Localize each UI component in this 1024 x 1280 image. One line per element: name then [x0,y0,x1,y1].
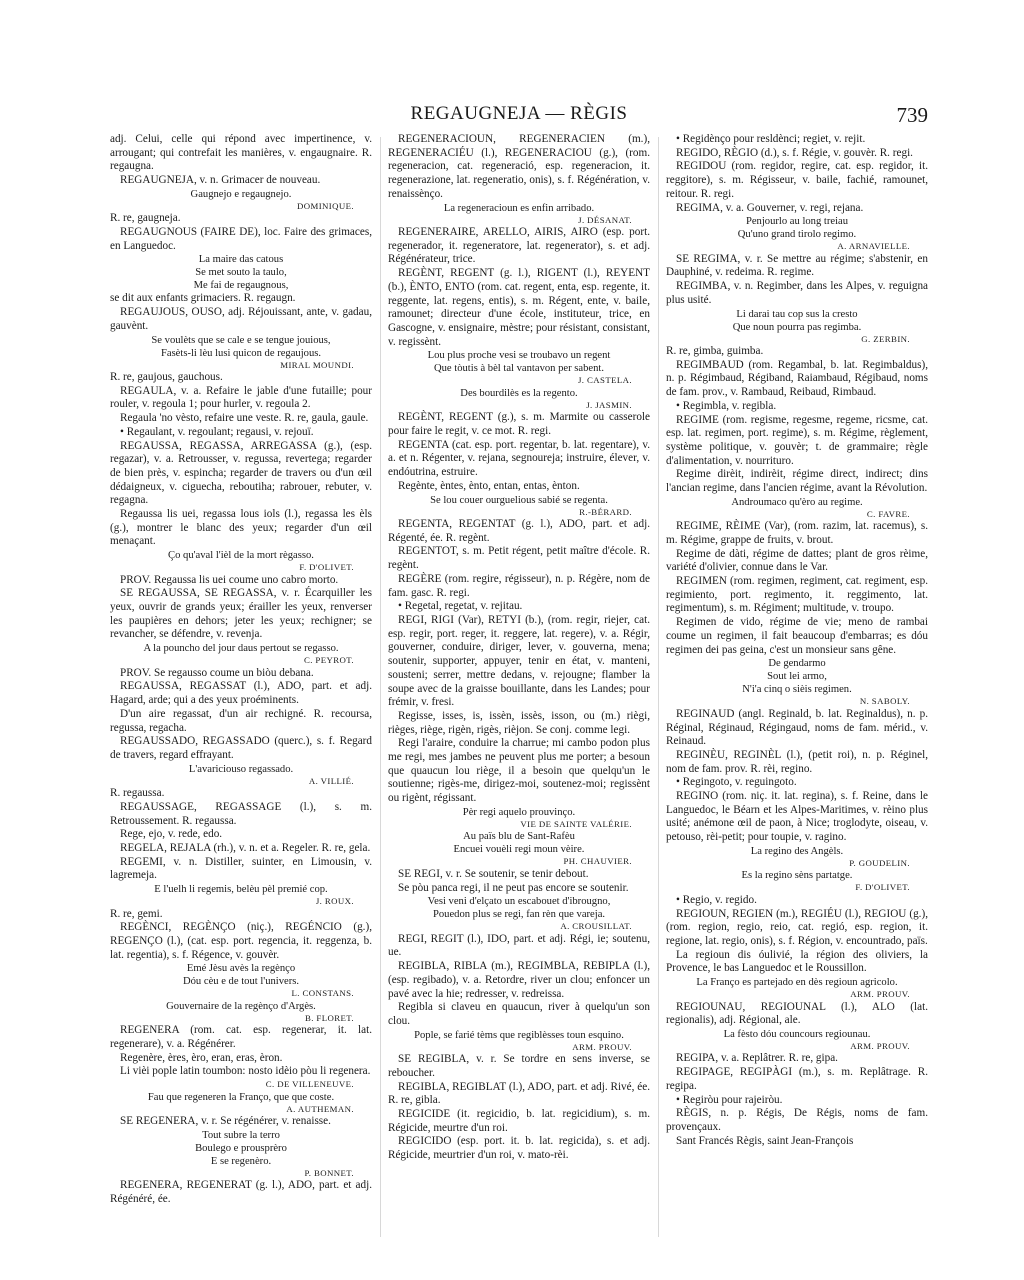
dictionary-entry: REGELA, REJALA (rh.), v. n. et a. Regeler. R. re, gela. [120,841,371,854]
dictionary-entry: • Regaulant, v. regoulant; regausi, v. rejouï. [120,425,314,438]
quotation-line: Pouedon plus se regi, fan rèn que vareja. [432,909,606,921]
source-attribution: ARM. PROUV. [850,989,910,1000]
dictionary-entry: REGENTA (cat. esp. port. regentar, b. lat. regentare), v. a. et n. Régenter, v. rejana, segnoureja; instruire, élever, v. endóutrina, estruire. [388,438,650,479]
quotation-line: La regeneracioun es enfin arribado. [443,202,595,214]
dictionary-entry: REGIOUNAU, REGIOUNAL (l.), ALO (lat. regionalis), adj. Régional, ale. [666,1000,928,1027]
text-columns [110,133,928,1243]
dictionary-entry: Sant Francés Règis, saint Jean-François [676,1134,854,1147]
dictionary-entry: REGÈNT, REGENT (g.), s. m. Marmite ou casserole pour faire le regit, v. ce mot. R. regi. [388,411,650,438]
column-right [666,133,928,1243]
dictionary-entry: R. re, gaujous, gauchous. [110,371,223,384]
dictionary-entry: Regibla si claveu en quaucun, river à quelqu'un son clou. [388,1001,650,1027]
source-attribution: A. ARNAVIELLE. [837,241,910,252]
dictionary-entry: Li vièi pople latin toumbon: nosto idèio pòu li regenera. [120,1065,371,1078]
quotation-line: Gaugnejo e regaugnejo. [190,188,292,200]
quotation-line: Fau que regeneren la Franço, que que coste. [147,1091,335,1103]
dictionary-entry: REGIPA, v. a. Replâtrer. R. re, gipa. [676,1052,838,1065]
dictionary-entry: SE REGAUSSA, SE REGASSA, v. r. Écarquiller les yeux, ouvrir de grands yeux; érailler les yeux, renverser les paupières en dehors; jeter les yeux; rechigner; se revancher, se défendre, v. revenja. [110,587,372,641]
dictionary-entry: REGIOUN, REGIEN (m.), REGIÉU (l.), REGIOU (g.), (rom. region, regio, reio, cat. regió, esp. region, it. regione, lat. regio, onis), s. f. Région, v. encountrado, païs. [666,907,928,947]
page-title: REGAUGNEJA — RÈGIS [410,103,628,124]
dictionary-entry: Regi l'araire, conduire la charrue; mi cambo podon plus me regi, mes jambes ne peuvent plus me porter; a besoun que quaucun lou riège, il a besoin que quelqu'un le soutienne; rigès-me, dirigez-moi, soutenez-moi; regissènt ou rigènt, régissant. [388,737,650,805]
dictionary-entry: Regaussa lis uei, regassa lous iols (l.), regassa les èls (g.), montrer le blanc des yeux; regarder d'un œil menaçant. [110,508,372,548]
column-left [110,133,372,1243]
quotation-line: Ço qu'aval l'ièl de la mort règasso. [168,550,314,562]
dictionary-entry: REGÈRE (rom. regire, régisseur), n. p. Régère, nom de fam. gasc. R. regi. [388,572,650,599]
dictionary-entry: • Regidènço pour resldènci; regiet, v. rejit. [676,133,866,145]
quotation-line: Se met souto la taulo, [195,267,287,279]
dictionary-entry: REGIMBAUD (rom. Regambal, b. lat. Regimbaldus), n. p. Régimbaud, Régiband, Raiambaud, Régibaud, noms de fam. prov., v. Rambaud, Reibaud, Rimbaud. [666,358,928,399]
source-attribution: B. FLORET. [304,1012,354,1023]
page-number: 739 [896,103,928,127]
source-attribution: VIE DE SAINTE VALÉRIE. [520,818,632,829]
quotation-line: Fasèts-li lèu lusi quicon de regaujous. [160,347,322,359]
column-divider [658,137,659,1237]
dictionary-entry: REGIPAGE, REGIPÀGI (m.), s. m. Replâtrage. R. regipa. [666,1066,928,1092]
dictionary-entry: • Regetal, regetat, v. rejitau. [398,600,523,613]
dictionary-entry: Regènte, èntes, ènto, entan, entas, ènton. [398,479,580,492]
source-attribution: MIRAL MOUNDI. [280,359,354,370]
source-attribution: P. GOUDELIN. [849,857,910,868]
source-attribution: P. BONNET. [304,1167,354,1178]
source-attribution: DOMINIQUE. [296,200,354,211]
dictionary-entry: REGIMBA, v. n. Regimber, dans les Alpes, v. reguigna plus usité. [666,280,928,306]
quotation-line: Dóu cèu e de tout l'univers. [182,976,300,988]
dictionary-entry: Regime de dàti, régime de dattes; plant de gros rèime, variété d'olivier, connue dans le Var. [666,547,928,574]
dictionary-entry: REGI, RIGI (Var), RETYI (b.), (rom. regir, riejer, cat. esp. regir, port. reger, it. reggere, lat. regere), v. a. Régir, gouverner, conduire, diriger, lever, v. gouverna, mena; soutenir, supporter, appuyer, tenir en état, v. manteni, sousteni; serrer, mettre dedans, v. rejougne; flamber la soupe avec de la graisse bouillante, dans les Landes; pour frémir, v. fresi. [388,613,650,709]
column-middle [388,133,650,1243]
dictionary-entry: REGAUSSA, REGASSA, ARREGASSA (g.), (esp. regazar), v. a. Retrousser, v. regussa, revertega; regarder de bien près, v. espincha; regarder de travers ou d'un œil dédaigneux, v. ciguecha, reboutiha; rabrouer, rebuter, v. regagna. [110,439,372,507]
quotation-line: De gendarmo [768,658,826,670]
source-attribution: J. CASTELA. [577,375,632,386]
column-divider [380,137,381,1237]
quotation-line: Se lou couer ourguelious sabié se regenta. [430,494,608,506]
dictionary-entry: REGAUGNOUS (FAIRE DE), loc. Faire des grimaces, en Languedoc. [110,226,372,252]
dictionary-entry: REGAUGNEJA, v. n. Grimacer de nouveau. [120,174,321,187]
quotation-line: Que tòutis à bèl tal vantavon per sabent. [433,363,605,375]
dictionary-entry: REGENERAIRE, ARELLO, AIRIS, AIRO (esp. port. regenerador, it. regeneratore, lat. regenerator), s. et adj. Régénérateur, trice. [388,226,650,266]
source-attribution: PH. CHAUVIER. [563,856,632,867]
source-attribution: C. PEYROT. [303,655,354,666]
dictionary-entry: REGAULA, v. a. Refaire le jable d'une futaille; pour rouler, v. regoula 1; pour hurler, v. regoula 2. [110,384,372,411]
quotation-line: E se regenèro. [210,1155,272,1167]
source-attribution: C. DE VILLENEUVE. [265,1079,354,1090]
dictionary-entry: REGAUSSADO, REGASSADO (querc.), s. f. Regard de travers, regard effrayant. [110,735,372,761]
source-attribution: A. VILLIÉ. [308,775,354,786]
quotation-line: Pèr regi aquelo prouvinço. [462,806,576,818]
dictionary-entry: REGIMA, v. a. Gouverner, v. regi, rejana. [676,201,864,214]
quotation-line: Au païs blu de Sant-Rafèu [463,831,575,843]
dictionary-entry: SE REGIMA, v. r. Se mettre au régime; s'abstenir, en Dauphiné, v. redeima. R. regime. [666,252,928,279]
quotation-line: La fèsto dóu councours regiounau. [723,1028,871,1040]
dictionary-entry: SE REGENERA, v. r. Se régénérer, v. renaisse. [120,1115,331,1128]
source-attribution: F. D'OLIVET. [299,562,354,573]
dictionary-entry: REGICIDE (it. regicidio, b. lat. regicidium), s. m. Régicide, meurtre d'un roi. [388,1107,650,1134]
source-attribution: R.-BÉRARD. [579,506,632,517]
dictionary-entry: REGINÈU, REGINÈL (l.), (petit roi), n. p. Réginel, nom de fam. prov. R. rèi, regino. [666,748,928,775]
dictionary-entry: se dit aux enfants grimaciers. R. regaugn. [110,292,296,305]
dictionary-entry: REGEMI, v. n. Distiller, suinter, en Limousin, v. lagremeja. [110,855,372,882]
source-attribution: G. ZERBIN. [861,333,910,344]
dictionary-entry: D'un aire regassat, d'un air rechigné. R. recoursa, regussa, regacha. [110,707,372,734]
dictionary-entry: PROV. Se regausso coume un biòu debana. [120,666,314,679]
dictionary-entry: SE REGI, v. r. Se soutenir, se tenir debout. [398,867,589,880]
dictionary-entry: Regaula 'no vèsto, refaire une veste. R. re, gaula, gaule. [120,412,369,425]
dictionary-entry: Se pòu panca regi, il ne peut pas encore se soutenir. [398,881,629,894]
source-attribution: ARM. PROUV. [850,1040,910,1051]
dictionary-entry: adj. Celui, celle qui répond avec impertinence, v. arrougant; qui contrefait les manières, v. engaugnaire. R. regaugna. [110,133,372,173]
dictionary-entry: REGENERACIOUN, REGENERACIEN (m.), REGENERACIÉU (l.), REGENERACIOU (g.), (rom. regeneracion, cat. regeneració, esp. regeneracion, it. regenerazione, lat. regeneratio, onis), s. f. Régénération, v. renaissènço. [388,133,650,200]
source-attribution: J. ROUX. [315,896,354,907]
dictionary-entry: REGIMEN (rom. regimen, regiment, cat. regiment, esp. regimiento, port. regimento, it. reggimento, lat. regimentum), s. m. Régiment; multitude, v. troupo. [666,575,928,615]
dictionary-entry: Regimen de vido, régime de vie; meno de rambai coume un regimen, il fait beaucoup d'embarras; es dóu regimen dei pas geina, c'est un monsieur sans gêne. [666,616,928,656]
quotation-line: Encuei vouèli regi moun vèire. [453,844,585,856]
dictionary-entry: REGENTOT, s. m. Petit régent, petit maître d'école. R. regènt. [388,545,650,572]
quotation-line: Li darai tau cop sus la cresto [736,308,858,320]
dictionary-entry: • Regimbla, v. regibla. [676,399,777,412]
quotation-line: La regino des Angèls. [750,845,844,857]
quotation-line: Pople, se farié tèms que regiblèsses toun esquino. [414,1029,624,1041]
dictionary-entry: Regime dirèit, indirèit, régime direct, indirect; dins l'ancian regime, dans l'ancien régime, avant la Révolution. [666,468,928,495]
quotation-line: Se voulèts que se cale e se tengue jouious, [151,334,331,346]
dictionary-entry: PROV. Regaussa lis uei coume uno cabro morto. [120,573,339,586]
quotation-line: Me fai de regaugnous, [193,280,289,292]
dictionary-entry: R. regaussa. [110,787,165,800]
dictionary-entry: REGIME, RÈIME (Var), (rom. razim, lat. racemus), s. m. Régime, grappe de fruits, v. brout. [666,520,928,546]
source-attribution: F. D'OLIVET. [855,882,910,893]
dictionary-entry: R. re, gaugneja. [110,212,181,225]
dictionary-entry: Rege, ejo, v. rede, edo. [120,828,223,841]
quotation-line: Androumaco qu'èro au regime. [731,496,863,508]
quotation-line: Lou plus proche vesi se troubavo un regent [427,350,611,362]
quotation-line: Tout subre la terro [202,1129,280,1141]
running-head [110,103,928,133]
dictionary-entry: • Regingoto, v. reguingoto. [676,776,797,789]
dictionary-entry: • Regio, v. regido. [676,893,757,906]
dictionary-entry: REGENERA (rom. cat. esp. regenerar, it. lat. regenerare), v. a. Régénérer. [110,1024,372,1051]
quotation-line: Sout lei armo, [767,671,827,683]
dictionary-entry: SE REGIBLA, v. r. Se tordre en sens inverse, se reboucher. [388,1053,650,1079]
dictionary-entry: REGIME (rom. regisme, regesme, regeme, ricsme, cat. esp. lat. regimen, port. regime), s. m. Régime, règlement, système politique, v. gouvèr; t. de grammaire; règle d'alimentation, v. nourrituro. [666,413,928,467]
dictionary-entry: REGAUSSA, REGASSAT (l.), ADO, part. et adj. Hagard, arde; qui a des yeux proéminents. [110,680,372,707]
quotation-line: N'i'a cinq o sièis regimen. [742,684,852,696]
source-attribution: J. DÉSANAT. [578,214,632,225]
source-attribution: ARM. PROUV. [572,1041,632,1052]
dictionary-entry: REGAUSSAGE, REGASSAGE (l.), s. m. Retroussement. R. regaussa. [110,800,372,827]
dictionary-entry: REGIDO, RÈGIO (d.), s. f. Régie, v. gouvèr. R. regi. [676,146,913,159]
dictionary-entry: REGENERA, REGENERAT (g. l.), ADO, part. et adj. Régénéré, ée. [110,1179,372,1206]
source-attribution: A. CROUSILLAT. [560,921,632,932]
dictionary-entry: REGAUJOUS, OUSO, adj. Réjouissant, ante, v. gadau, gauvènt. [110,306,372,332]
quotation-line: La maire das catous [198,254,284,266]
dictionary-entry: • Regiròu pour rajeiròu. [676,1093,783,1106]
dictionary-entry: RÈGIS, n. p. Régis, De Régis, noms de fam. provençaux. [666,1107,928,1133]
dictionary-entry: REGÈNT, REGENT (g. l.), RIGENT (l.), REYENT (b.), ÈNTO, ENTO (rom. cat. regent, enta, esp. regente, it. reggente, lat. regens, entis), s. m. Régent, ente, v. baile, ramounet; directeur d'une école, instituteur, trice, en Gascogne, v. ensignaire, mèstre; pour résistant, consistant, v. regissènt. [388,267,650,348]
quotation-line: La Franço es partejado en dès regioun agricolo. [696,977,898,989]
quotation-line: Boulego e prousprèro [195,1142,287,1154]
quotation-line: Emé Jèsu avès la regènço [186,963,296,975]
dictionary-entry: La regioun dis óulivié, la région des oliviers, la Provence, le bas Languedoc et le Roussillon. [666,948,928,975]
dictionary-entry: REGICIDO (esp. port. it. b. lat. regicida), s. et adj. Régicide, meurtrier d'un roi, v. mato-rèi. [388,1135,650,1162]
quotation-line: Es la regino sèns partatge. [741,870,853,882]
dictionary-entry: REGENTA, REGENTAT (g. l.), ADO, part. et adj. Régenté, ée. R. regènt. [388,518,650,544]
dictionary-entry: REGINAUD (angl. Reginald, b. lat. Reginaldus), n. p. Réginal, Réginaud, Régingaud, noms de fam. mérid., v. Reinaud. [666,707,928,748]
dictionary-entry: REGI, REGIT (l.), IDO, part. et adj. Régi, ie; soutenu, ue. [388,932,650,959]
quotation-line: Vesi veni d'elçato un escabouet d'ibrougno, [427,896,611,908]
dictionary-entry: R. re, gemi. [110,907,163,920]
dictionary-entry: REGINO (rom. niç. it. lat. regina), s. f. Reine, dans le Languedoc, le Béarn et les Alpes-Maritimes, v. rèino plus usité; anémone œil de paon, à Nice; troglodyte, oiseau, v. petouso, rèi-petit; pour toupie, v. ragino. [666,790,928,844]
quotation-line: A la pouncho del jour daus pertout se regasso. [143,643,339,655]
quotation-line: Que noun pourra pas regimba. [732,321,862,333]
quotation-line: Des bourdilès es la regento. [460,387,578,399]
dictionary-entry: R. re, gimba, guimba. [666,345,764,358]
dictionary-entry: Regisse, isses, is, issèn, issès, isson, ou (m.) riègi, rièges, riège, rigèn, rigès, rièjon. Se conj. comme legi. [388,709,650,736]
dictionary-entry: REGIBLA, REGIBLAT (l.), ADO, part. et adj. Rivé, ée. R. re, gibla. [388,1080,650,1107]
source-attribution: L. CONSTANS. [291,988,354,999]
quotation-line: E l'uelh li regemis, belèu pèl premié cop. [154,884,328,896]
quotation-line: Penjourlo au long treiau [745,216,849,228]
source-attribution: J. JASMIN. [586,399,632,410]
dictionary-entry: REGÈNCI, REGÈNÇO (niç.), REGÉNCIO (g.), REGENÇO (l.), (cat. esp. port. regencia, it. reggenza, b. lat. regentia), s. f. Régence, v. gouvèr. [110,921,372,961]
dictionary-entry: REGIBLA, RIBLA (m.), REGIMBLA, REBIPLA (l.), (esp. regibado), v. a. Retordre, river un clou; enfoncer un pavé avec la hie; redresser, v. redreissa. [388,960,650,1000]
source-attribution: C. FAVRE. [866,508,910,519]
quotation-line: Qu'uno grand tirolo regimo. [737,229,857,241]
dictionary-entry: REGIDOU (rom. regidor, regire, cat. esp. regidor, it. reggitore), s. m. Régisseur, v. baile, fachié, ramounet, reitour. R. regi. [666,160,928,200]
quotation-line: Gouvernaire de la regènço d'Argès. [166,1000,316,1012]
quotation-line: L'avariciouso regassado. [188,763,294,775]
dictionary-entry: Regenère, ères, èro, eran, eras, èron. [120,1051,283,1064]
source-attribution: N. SABOLY. [859,696,910,707]
source-attribution: A. AUTHEMAN. [286,1103,354,1114]
